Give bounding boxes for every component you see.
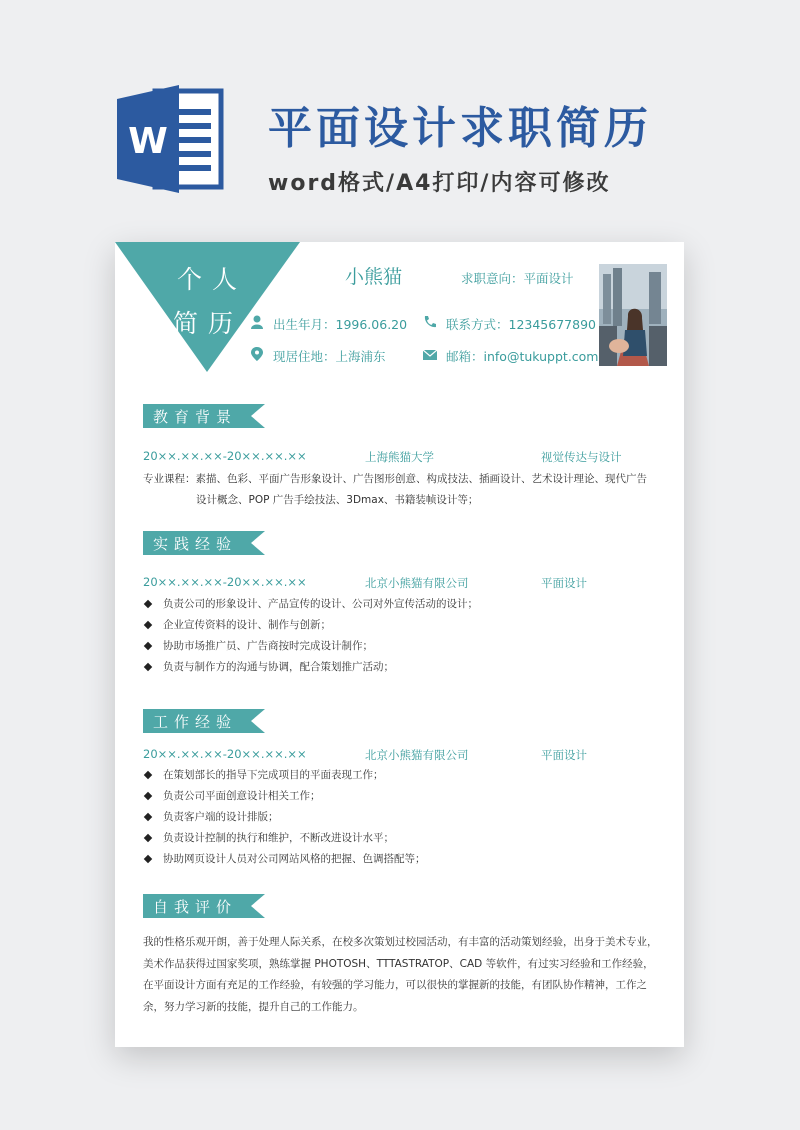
person-icon [250,315,264,329]
list-item: 负责公司的形象设计、产品宣传的设计、公司对外宣传活动的设计； [143,594,478,615]
location-pin-icon [250,347,264,361]
word-document-icon [117,85,227,193]
header-tag-line2: 简历 [173,309,244,338]
practice-role: 平面设计 [541,576,587,590]
list-item: 协助网页设计人员对公司网站风格的把握、色调搭配等； [143,849,426,870]
candidate-name: 小熊猫 [345,266,403,288]
work-date: 20××.××.××-20××.××.×× [143,747,307,761]
birth-date: 出生年月：1996.06.20 [273,317,408,332]
work-duty-list [143,765,426,870]
phone: 联系方式：12345677890 [446,317,596,332]
profile-photo [599,264,667,366]
section-label: 实践经验 [153,535,238,553]
section-label: 工作经验 [153,713,238,731]
section-education-heading [143,404,265,428]
list-item: 负责客户端的设计排版； [143,807,426,828]
work-company: 北京小熊猫有限公司 [365,748,469,762]
banner-title: 平面设计求职简历 [268,103,652,154]
education-major: 视觉传达与设计 [541,450,622,464]
address: 现居住地：上海浦东 [273,349,386,364]
practice-date: 20××.××.××-20××.××.×× [143,575,307,589]
practice-company: 北京小熊猫有限公司 [365,576,469,590]
list-item: 协助市场推广员、广告商按时完成设计制作； [143,636,478,657]
banner-subtitle: word格式/A4打印/内容可修改 [268,171,611,196]
email: 邮箱：info@tukuppt.com [446,349,599,364]
phone-icon [423,315,437,329]
word-logo-letter: W [128,121,168,162]
education-courses-line1: 专业课程：素描、色彩、平面广告形象设计、广告图形创意、构成技法、插画设计、艺术设计理论、现代广告 [143,473,647,485]
list-item: 负责设计控制的执行和维护，不断改进设计水平； [143,828,426,849]
job-objective: 求职意向：平面设计 [461,271,574,286]
self-evaluation-text: 我的性格乐观开朗，善于处理人际关系，在校多次策划过校园活动，有丰富的活动策划经验，出身于美术专业，美术作品获得过国家奖项，熟练掌握 PHOTOSH、TTTASTRATOP、CAD 等软件，有过实习经验和工作经验，在平面设计方面有充足的工作经验，有较强的学习能力，可以很快的掌握新的技能，有团队协作精神，工作之余，努力学习新的技能，提升自己的工作能力。 [143,936,658,1013]
work-role: 平面设计 [541,748,587,762]
header-tag-line1: 个人 [177,265,248,294]
education-courses-line2: 设计概念、POP 广告手绘技法、3Dmax、书籍装帧设计等； [196,494,479,506]
section-practice-heading [143,531,265,555]
education-date: 20××.××.××-20××.××.×× [143,449,307,463]
mail-icon [423,348,437,362]
section-label: 自我评价 [153,898,238,916]
section-work-heading [143,709,265,733]
list-item: 负责公司平面创意设计相关工作； [143,786,426,807]
list-item: 负责与制作方的沟通与协调，配合策划推广活动； [143,657,478,678]
education-school: 上海熊猫大学 [365,450,434,464]
practice-duty-list [143,594,478,678]
list-item: 在策划部长的指导下完成项目的平面表现工作； [143,765,426,786]
list-item: 企业宣传资料的设计、制作与创新； [143,615,478,636]
resume-page [115,242,684,1047]
section-self-evaluation-heading [143,894,265,918]
section-label: 教育背景 [153,408,238,426]
